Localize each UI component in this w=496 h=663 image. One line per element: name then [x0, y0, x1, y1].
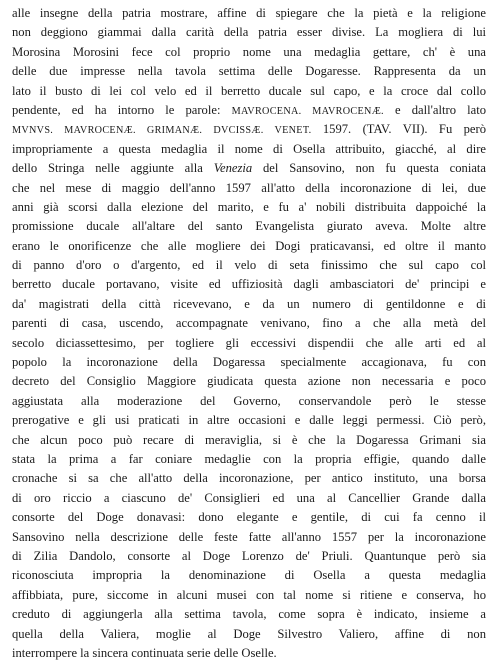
text-line: da' magistrati della città ricevevano, e da un numero di gentildonne e di	[12, 296, 486, 311]
text-line: interrompere la sincera continuata serie delle Oselle.	[12, 645, 277, 660]
text-line: decreto del Consiglio Maggiore giudicata questa azione non necessaria e poco	[12, 374, 486, 389]
text-line: di panno d'oro o d'argento, ed il velo di seta finissimo che sul capo col	[12, 258, 486, 273]
text-segment: del Sansovino, non fu questa coniata	[263, 161, 486, 176]
text-line: parenti di casa, uscendo, accompagnate venivano, fino a che alla metà del	[12, 316, 486, 331]
text-segment: dello Stringa nelle aggiunte alla	[12, 161, 203, 176]
text-line: erano le onorificenze che alle mogliere dei Dogi praticavansi, ed oltre il manto	[12, 238, 486, 253]
text-line: quella della Valiera, moglie al Doge Silvestro Valiero, affine di non	[12, 626, 486, 641]
text-line: Morosina Morosini fece col proprio nome una medaglia gettare, ch' è una	[12, 44, 486, 59]
text-line: stata la prima a far coniare medaglie con la propria effigie, quando dalle	[12, 451, 486, 466]
text-line: prerogative e gli usi praticati in altre occasioni e dalle leggi permessi. Ciò però,	[12, 413, 486, 428]
text-line: di oro riccio a ciascuno de' Consiglieri ed una al Cancellier Grande dalla	[12, 490, 486, 505]
medal-inscription-reverse: MVNVS. MAVROCENÆ. GRIMANÆ. DVCISSÆ. VENET.	[12, 125, 312, 137]
text-line: Sansovino nella descrizione delle feste fatte all'anno 1557 per la incoronazione	[12, 529, 486, 544]
text-segment: e dall'altro lato	[395, 102, 486, 117]
text-line: consorte del Doge donavasi: dono elegante e gentile, di cui fa cenno il	[12, 510, 486, 525]
text-line	[12, 101, 486, 120]
text-line: non deggiono giammai dalla carità della patria esser divise. La mogliera di lui	[12, 25, 486, 40]
text-line: alle insegne della patria mostrare, affine di spiegare che la pietà e la religione	[12, 6, 486, 20]
body-text	[12, 4, 486, 663]
text-line: riconosciuta impropria la denominazione di Osella a questa medaglia	[12, 568, 486, 583]
text-line: che alcun poco può recare di meraviglia, si è che la Dogaressa Grimani sia	[12, 432, 486, 447]
text-line: di Zilia Dandolo, consorte al Doge Lorenzo de' Priuli. Quantunque però sia	[12, 548, 486, 563]
text-segment: 1597. (TAV. VII). Fu però	[322, 122, 486, 137]
text-line: popolo la incoronazione della Dogaressa specialmente accagionava, fu con	[12, 355, 486, 370]
text-line: aggiustata alla moderazione del Governo, conservandole però le stesse	[12, 393, 486, 408]
book-title: Venezia	[213, 161, 253, 176]
text-line: delle due impresse nella tavola settima delle Dogaresse. Rappresenta da un	[12, 64, 486, 79]
text-line: affibbiata, pure, siccome in alcuni musei con tal nome si ritiene e conserva, ho	[12, 587, 486, 602]
text-line: secolo diciassettesimo, per togliere gli eccessivi dispendii che alle arti ed al	[12, 335, 486, 350]
text-line: creduto di aggiungerla alla settima tavola, come sopra è indicato, insieme a	[12, 607, 486, 622]
medal-inscription-obverse: MAVROCENA. MAVROCENÆ.	[231, 105, 384, 117]
text-line: che nel mese di maggio dell'anno 1597 all'atto della incoronazione di lei, due	[12, 180, 486, 195]
text-line: anni già scorsi dalla elezione del marito, e fu a' nobili distribuita dappoiché la	[12, 199, 486, 214]
text-segment: pendente, ed ha intorno le parole:	[12, 102, 221, 117]
text-line	[12, 159, 486, 178]
text-line: lato il busto di lei col velo ed il berretto ducale sul capo, e la croce dal collo	[12, 83, 486, 98]
text-line	[12, 120, 486, 139]
text-line: cronache si sa che all'atto della incoronazione, per antico instituto, una borsa	[12, 471, 486, 486]
text-line: promissione ducale all'altare del santo Evangelista giurato aveva. Molte altre	[12, 219, 486, 234]
text-line: berretto ducale portavano, visite ed uffiziosità dagli ambasciatori de' principi e	[12, 277, 486, 292]
text-line: impropriamente a questa medaglia il nome di Osella attribuito, giacché, al dire	[12, 141, 486, 156]
